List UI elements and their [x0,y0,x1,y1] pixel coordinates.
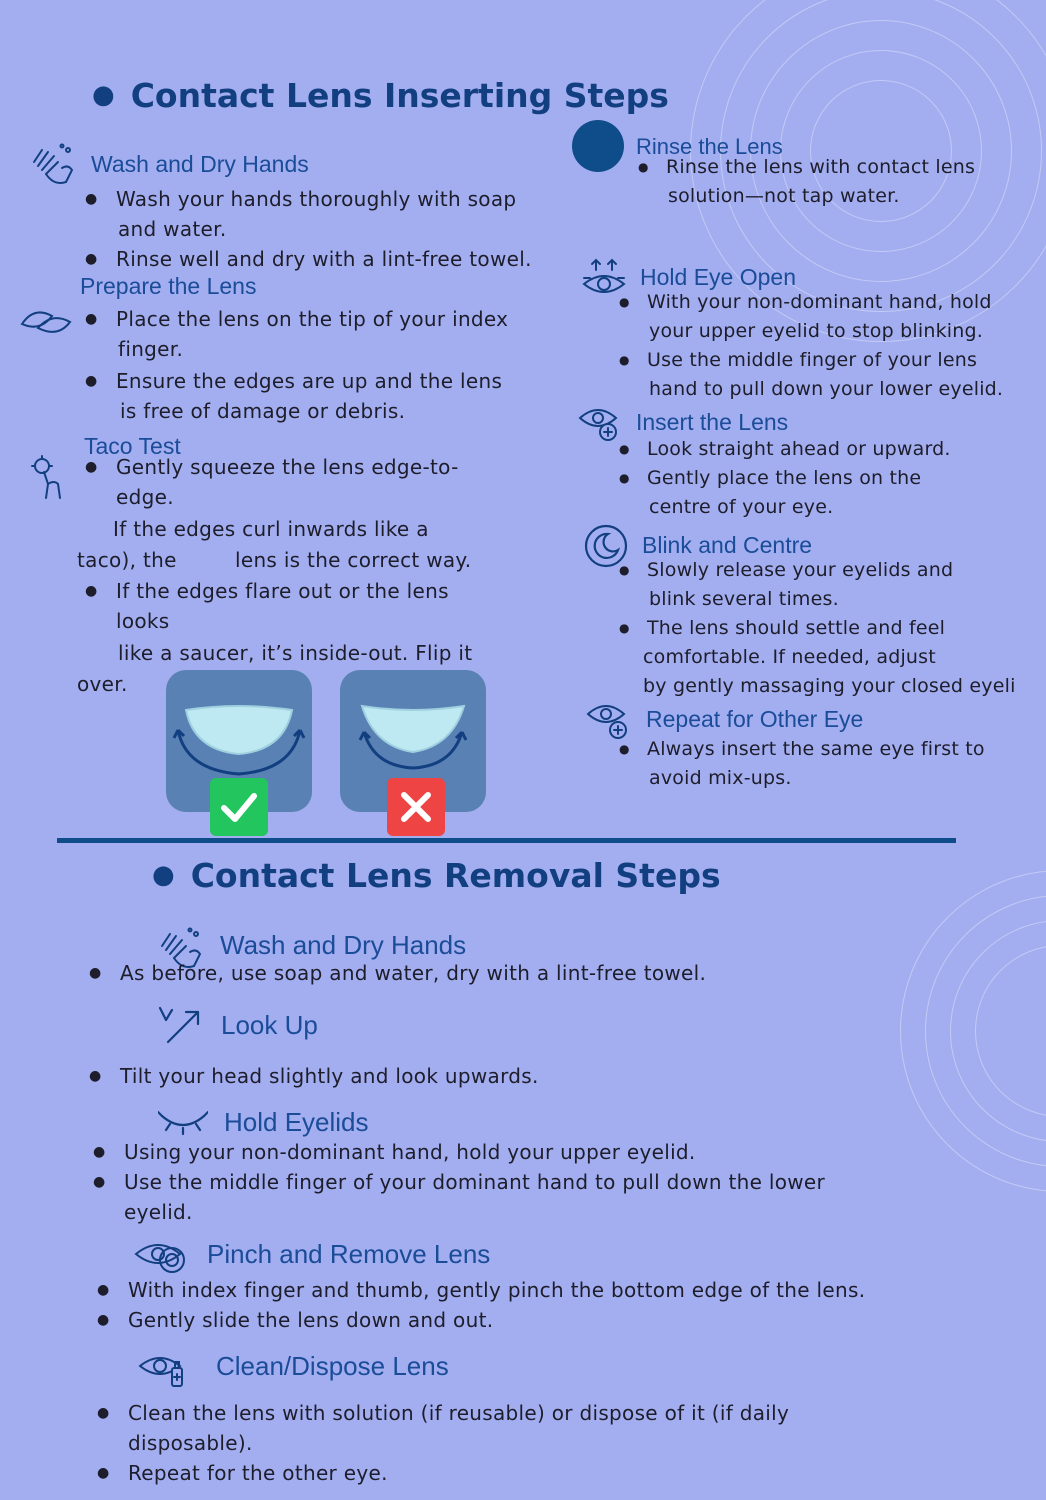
repeat-eye-list: ● Always insert the same eye first to avoid mix-ups. [619,738,985,789]
hold-eye-heading: Hold Eye Open [640,264,796,290]
hands-washing-icon [28,142,76,188]
eye-dropper-icon [138,1348,190,1390]
eye-lens-icon [134,1236,190,1276]
wash-hands-list: ● Wash your hands thoroughly with soap and water. ● Rinse well and dry with a lint-free towel. [85,187,532,271]
blink-centre-heading: Blink and Centre [642,532,813,558]
look-up-heading: Look Up [221,1010,318,1040]
hold-eyelids-list: ● Using your non-dominant hand, hold your upper eyelid. ● Use the middle finger of your dominant hand to pull down the lower eyelid. [93,1140,826,1224]
insert-lens-list: ● Look straight ahead or upward. ● Gently place the lens on the centre of your eye. [619,438,951,518]
clean-dispose-heading: Clean/Dispose Lens [216,1351,449,1381]
prepare-lens-list: ● Place the lens on the tip of your index finger. ● Ensure the edges are up and the lens is free of damage or debris. [85,307,509,423]
insert-lens-heading: Insert the Lens [636,409,789,435]
taco-test-para-1b: taco), the [77,548,177,572]
removal-title: ● Contact Lens Removal Steps [152,856,721,895]
closed-eye-icon [158,1106,208,1136]
blink-centre-list: ● Slowly release your eyelids and blink several times. ● The lens should settle and feel comfortable. If needed, adjust by gently massaging your closed eyeli [619,559,1016,697]
clean-dispose-list: ● Clean the lens with solution (if reusable) or dispose of it (if daily disposable). ● Repeat for the other eye. [97,1401,790,1485]
repeat-eye-heading: Repeat for Other Eye [646,706,864,732]
eye-plus-icon [578,402,622,444]
taco-test-heading: Taco Test [84,433,181,459]
taco-test-para-2a: like a saucer, it’s inside-out. Flip it [118,641,473,665]
prepare-lens-heading: Prepare the Lens [80,273,257,299]
wash-hands-heading: Wash and Dry Hands [91,151,309,177]
check-icon [210,778,268,836]
removal-wash-heading: Wash and Dry Hands [220,930,467,960]
rinse-lens-heading: Rinse the Lens [636,134,783,159]
cross-icon [387,778,445,836]
taco-test-list-2: ● If the edges flare out or the lens looks [85,579,449,633]
taco-test-para-1c: lens is the correct way. [235,548,472,572]
taco-test-list-1: ● Gently squeeze the lens edge-to- edge. [85,455,459,509]
inserting-title: ● Contact Lens Inserting Steps [92,76,669,115]
contact-lens-icon [18,302,74,342]
hold-eye-list: ● With your non-dominant hand, hold your upper eyelid to stop blinking. ● Use the middle finger of your lens hand to pull down your lower eyelid. [619,291,1004,400]
taco-test-para-2b: over. [77,672,128,696]
pinch-remove-heading: Pinch and Remove Lens [207,1239,491,1269]
cross-badge [387,778,445,836]
look-up-list: ● Tilt your head slightly and look upwards. [89,1064,539,1088]
section-divider [57,838,956,843]
look-up-arrow-icon [156,1004,202,1046]
rinse-lens-list: ● Rinse the lens with contact lens solution—not tap water. [638,156,976,207]
hold-eyelids-heading: Hold Eyelids [224,1107,369,1137]
taco-test-para-1a: If the edges curl inwards like a [113,517,429,541]
check-badge [210,778,268,836]
pinch-hand-icon [26,454,68,500]
removal-wash-list: ● As before, use soap and water, dry with a lint-free towel. [89,961,707,985]
dark-circle-icon [572,120,624,172]
pinch-remove-list: ● With index finger and thumb, gently pinch the bottom edge of the lens. ● Gently slide the lens down and out. [97,1278,866,1332]
